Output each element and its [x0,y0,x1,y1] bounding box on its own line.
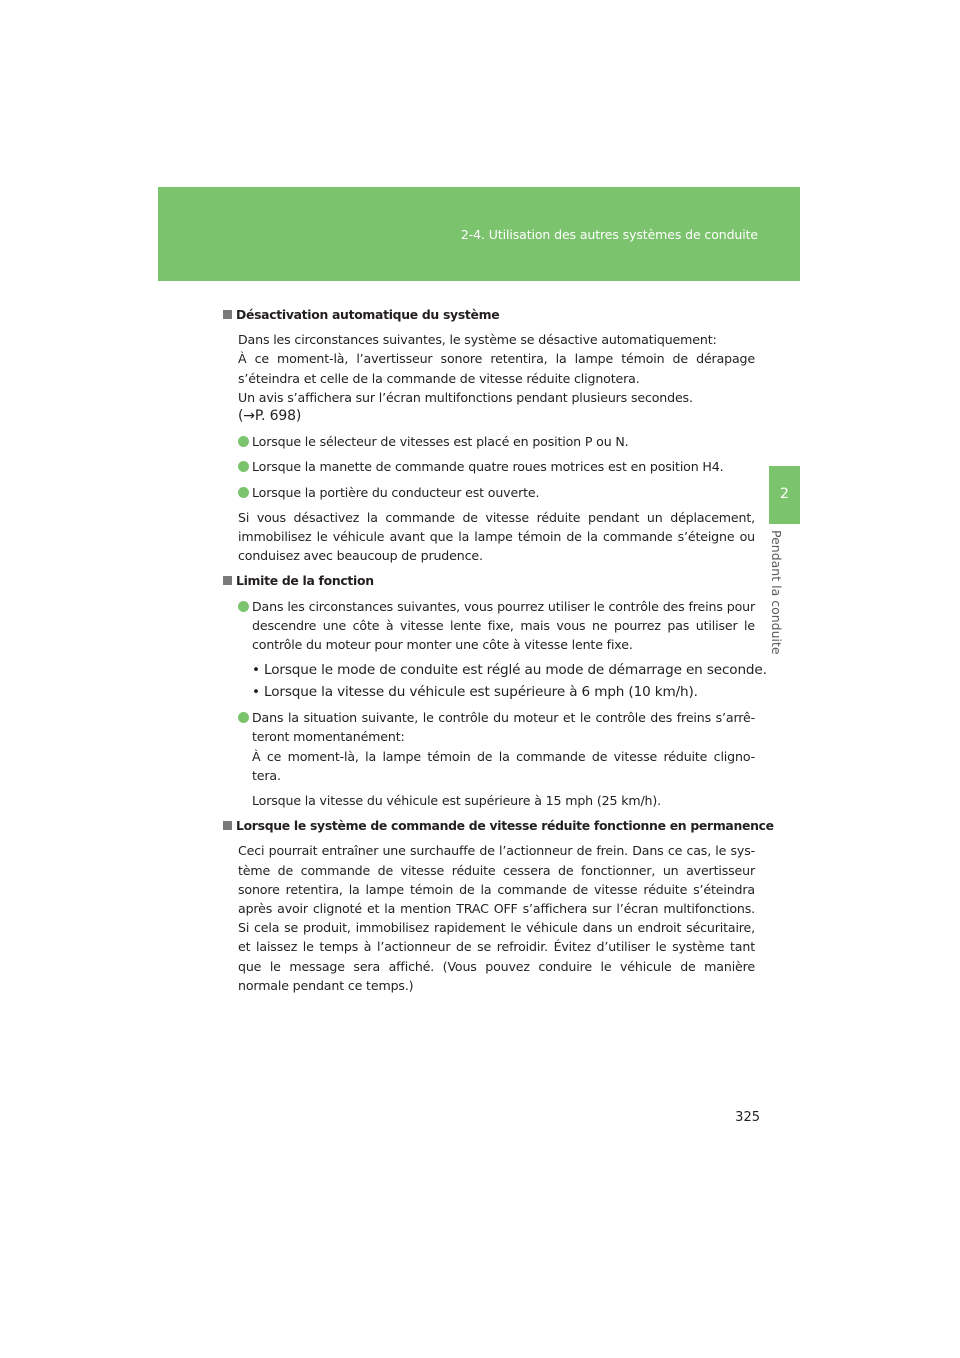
main-content [223,305,774,1001]
chapter-number: 2 [780,486,789,502]
square-bullet-icon [223,310,232,319]
section-heading [223,816,774,835]
square-bullet-icon [223,576,232,585]
chapter-side-tab [769,466,800,524]
sub-list-item: • Lorsque le mode de conduite est réglé au mode de démarrage en seconde. [252,662,767,679]
paragraph-line: À ce moment-là, l’avertisseur sonore retentira, la lampe témoin de dérapage s’éteindra et celle de la commande de vitesse réduite clignotera. [238,351,755,386]
list-item-text: Lorsque la portière du conducteur est ouverte. [252,484,540,500]
list-item [238,457,755,476]
list-item-line: À ce moment-là, la lampe témoin de la commande de vitesse réduite cligno- tera. [252,748,755,783]
list-item-text: Lorsque le sélecteur de vitesses est placé en position P ou N. [252,434,629,450]
section-heading [223,571,755,590]
sub-list-item: • Lorsque la vitesse du véhicule est supérieure à 6 mph (10 km/h). [252,684,698,701]
round-bullet-icon [238,487,249,498]
chapter-title: 2-4. Utilisation des autres systèmes de conduite [460,227,758,242]
section-heading [223,305,755,324]
page-reference: (→P. 698) [238,408,302,425]
round-bullet-icon [238,461,249,472]
page-number: 325 [735,1110,760,1125]
round-bullet-icon [238,601,249,612]
section-title: Désactivation automatique du système [236,307,500,322]
paragraph-line: Dans les circonstances suivantes, le système se désactive automatiquement: [238,332,717,348]
section-title: Limite de la fonction [236,573,374,589]
list-item [238,708,755,810]
square-bullet-icon [223,821,232,830]
list-item-text [252,708,755,810]
paragraph: Si vous désactivez la commande de vitesse réduite pendant un déplacement, immobilisez le véhicule avant que la lampe témoin de la commande s’éteigne ou conduisez avec beaucoup de prudence. [238,509,755,564]
round-bullet-icon [238,712,249,723]
chapter-header-bar [158,187,800,281]
list-item [238,432,755,451]
section-title: Lorsque le système de commande de vitesse réduite fonctionne en permanence [236,818,774,834]
paragraph [238,330,755,426]
round-bullet-icon [238,436,249,447]
chapter-side-label: Pendant la conduite [769,530,784,655]
list-item-text: Dans les circonstances suivantes, vous pourrez utiliser le contrôle des freins pour descendre une côte à vitesse lente fixe, mais vous ne pourrez pas utiliser le contrôle du moteur pour monter une côte à vitesse lente fixe. [252,598,755,653]
list-item [238,483,755,502]
paragraph: Ceci pourrait entraîner une surchauffe de l’actionneur de frein. Dans ce cas, le sys- tème de commande de vitesse réduite cessera de fonctionner, un avertisseur sonore retentira, la lampe témoin de la commande de vitesse réduite s’éteindra après avoir clignoté et la mention TRAC OFF s’affichera sur l’écran multifonctions. Si cela se produit, immobilisez rapidement le véhicule dans un endroit sécuritaire, et laissez le temps à l’actionneur de se refroidir. Évitez d’utiliser le système tant que le message sera affiché. (Vous pouvez conduire le véhicule de manière normale pendant ce temps.) [238,843,755,993]
list-item [238,597,755,655]
list-item-line: Dans la situation suivante, le contrôle du moteur et le contrôle des freins s’arrê- teront momentanément: [252,710,755,745]
list-item-line: Lorsque la vitesse du véhicule est supérieure à 15 mph (25 km/h). [252,793,661,809]
paragraph-line: Un avis s’affichera sur l’écran multifonctions pendant plusieurs secondes. [238,389,693,405]
list-item-text: Lorsque la manette de commande quatre roues motrices est en position H4. [252,459,724,475]
